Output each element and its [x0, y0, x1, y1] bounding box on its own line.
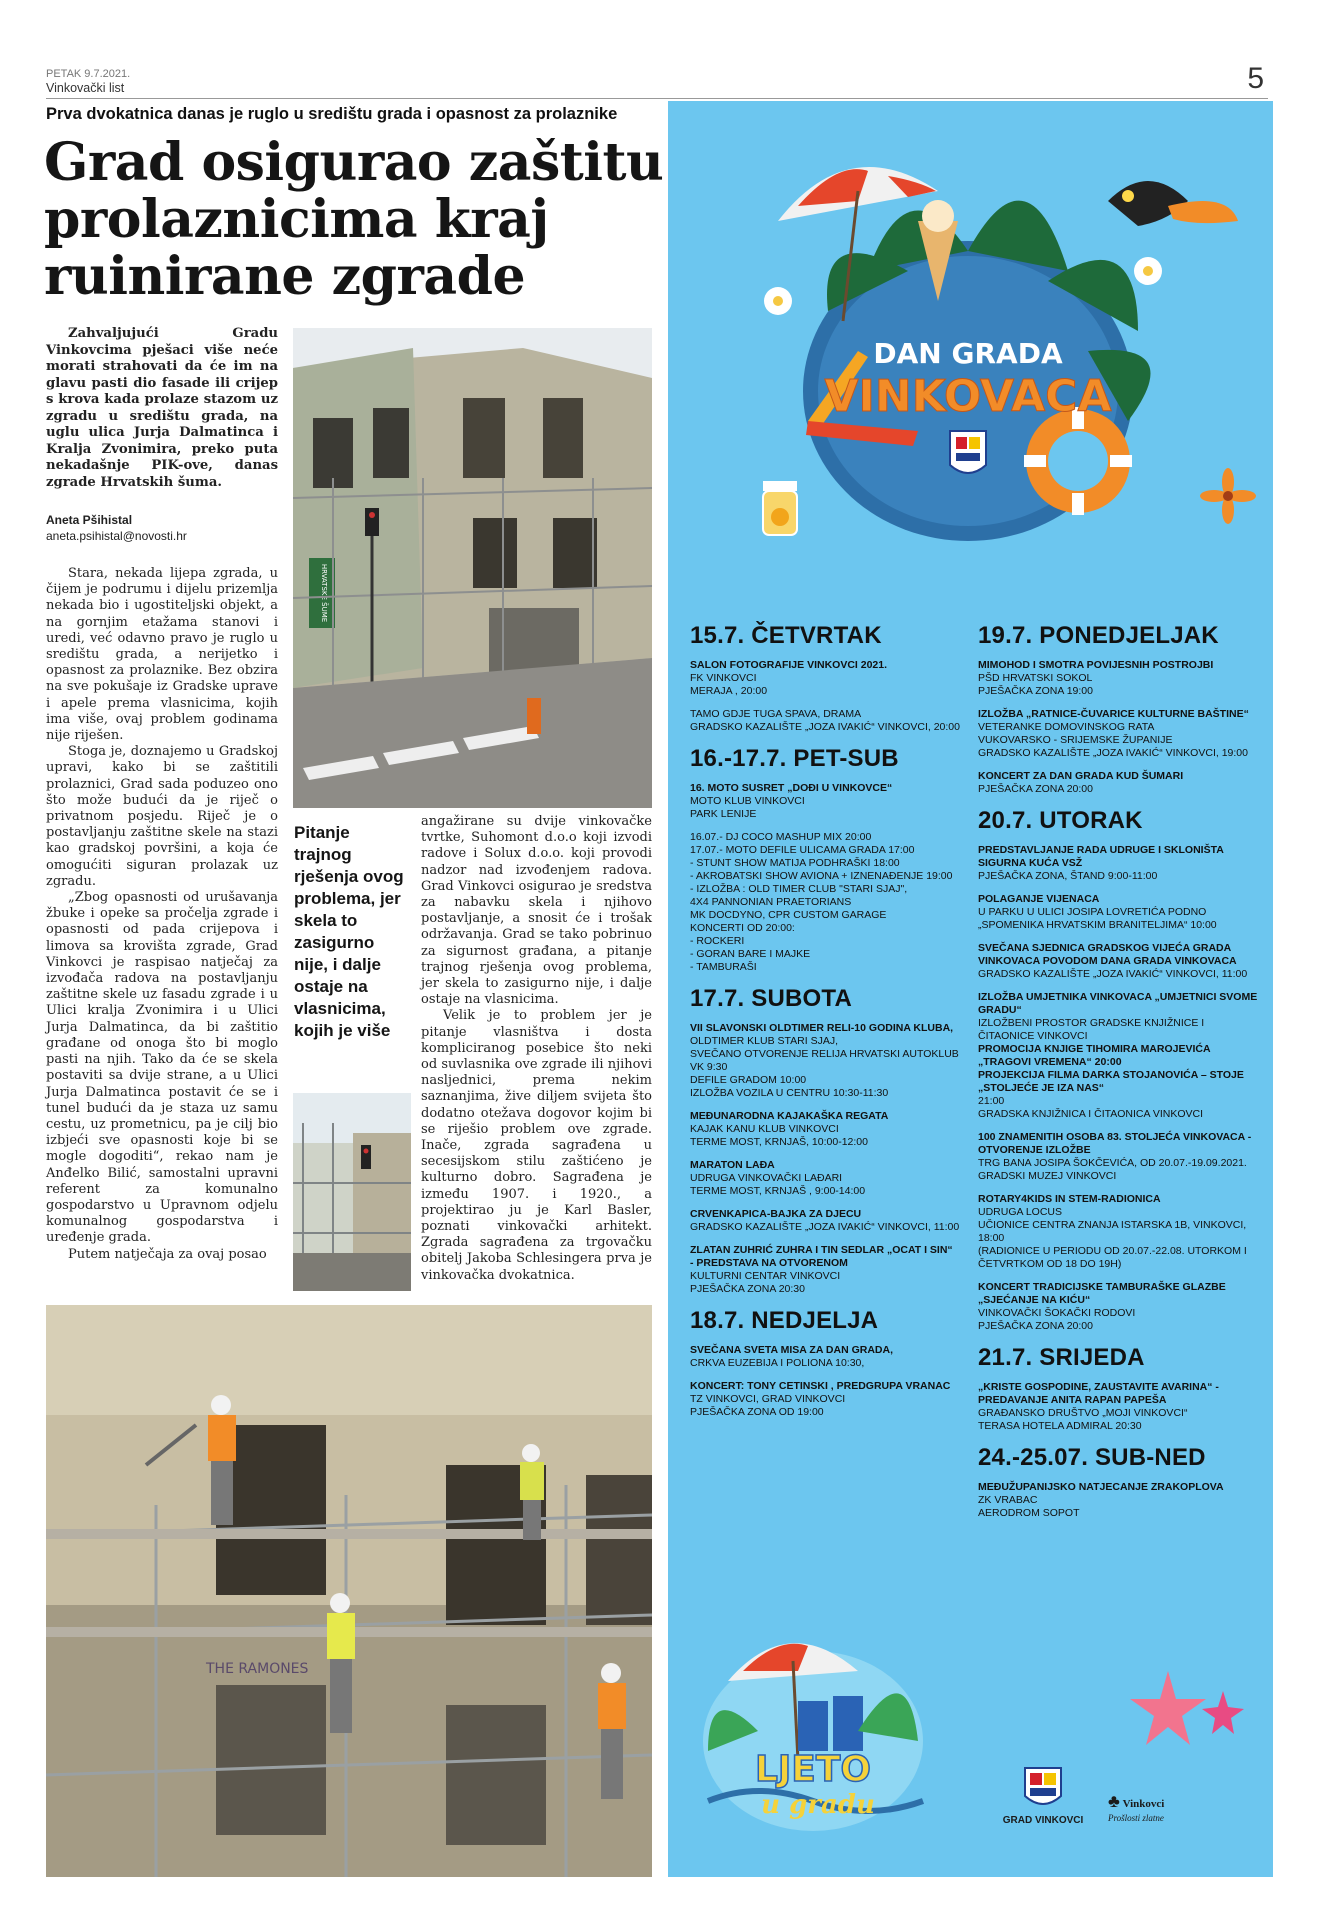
- day-heading: 15.7. ČETVRTAK: [690, 622, 882, 649]
- issue-date: PETAK 9.7.2021.: [46, 68, 131, 80]
- event-title: MIMOHOD I SMOTRA POVIJESNIH POSTROJBI: [978, 659, 1214, 671]
- event: [690, 659, 960, 698]
- event: [978, 708, 1258, 760]
- article-lead: Zahvaljujući Gradu Vinkovcima pješaci više neće morati strahovati da će im na glavu pasti dio fasade ili crijep s krova kada prolaze stazom uz zgradu u središtu grada, na uglu ulica Jurja Dalmatinca i Kralja Zvonimira, preko puta nekadašnje PIK-ove, danas zgrade Hrvatskih šuma.: [46, 326, 278, 490]
- event-title: IZLOŽBA „RATNICE-ČUVARICE KULTURNE BAŠTINE“: [978, 708, 1249, 720]
- event-details: FK VINKOVCI MERAJA , 20:00: [690, 672, 768, 697]
- event-details: MOTO KLUB VINKOVCI PARK LENIJE: [690, 795, 805, 820]
- schedule-column-right: [978, 611, 1258, 1520]
- event-details: VETERANKE DOMOVINSKOG RATA VUKOVARSKO - SRIJEMSKE ŽUPANIJE GRADSKO KAZALIŠTE „JOZA IVAKIĆ“ VINKOVCI, 19:00: [978, 721, 1248, 759]
- event-details: KULTURNI CENTAR VINKOVCI PJEŠAČKA ZONA 20:30: [690, 1270, 841, 1295]
- event-details: VINKOVAČKI ŠOKAČKI RODOVI PJEŠAČKA ZONA 20:00: [978, 1307, 1136, 1332]
- article-column-1: [46, 566, 278, 1263]
- event: [978, 1193, 1258, 1271]
- event: [690, 1110, 960, 1149]
- event-title: KONCERT TRADICIJSKE TAMBURAŠKE GLAZBE „SJEĆANJE NA KIĆU“: [978, 1281, 1226, 1306]
- poster-title-line1: DAN GRADA: [873, 337, 1063, 370]
- event: [690, 1022, 960, 1100]
- event: [690, 782, 960, 821]
- starfish-decoration: [1128, 1661, 1248, 1761]
- wall-graffiti: THE RAMONES: [206, 1661, 309, 1677]
- header-divider: [46, 98, 1268, 99]
- event-details: PJEŠAČKA ZONA 20:00: [978, 783, 1093, 795]
- paragraph: Stara, nekada lijepa zgrada, u čijem je podrumu i dijelu prizemlja nekada bio i ugostiteljski objekt, a na gornjim etažama stanovi i uredi, već odavno pravo je ruglo u središtu grada, a nerijetko i opasnost za prolaznike. Bez obzira na sve pokušaje iz Gradske uprave i apele prema vlasnicima, kojih ima više, ovaj problem godinama nije riješen.: [46, 566, 278, 744]
- paragraph: „Zbog opasnosti od urušavanja žbuke i opeke sa pročelja zgrade i opasnosti od pada crijepova i limova sa krovišta zgrade, Grad Vinkovci je raspisao natječaj za izvođača radova na postavljanju zaštitne skele uz fasadu zgrade i u Ulici kralja Zvonimira i u Ulici Jurja Dalmatinca, da bi zaštitio građane od onoga što bi moglo pasti na njih. Tako da će se skela postaviti sa dvije strane, a u Ulici Jurja Dalmatinca postavit će se i tunel budući da je staza uz samu cestu, uz prometnicu, pa je cilj bio izbjeći sve opasnosti koje bi se mogle dogoditi“, rekao nam je Anđelko Bilić, samostalni upravni referent za komunalno gospodarstvo u Upravnom odjelu komunalnog gospodarstva i uređenje grada.: [46, 890, 278, 1246]
- event-title: VII SLAVONSKI OLDTIMER RELI-10 GODINA KLUBA,: [690, 1022, 954, 1034]
- event-title: SVEČANA SJEDNICA GRADSKOG VIJEĆA GRADA VINKOVACA POVODOM DANA GRADA VINKOVACA: [978, 942, 1237, 967]
- event-details: KAJAK KANU KLUB VINKOVCI TERME MOST, KRNJAŠ, 10:00-12:00: [690, 1123, 868, 1148]
- paragraph: Putem natječaja za ovaj posao: [68, 1246, 267, 1262]
- day-heading: 21.7. SRIJEDA: [978, 1344, 1145, 1371]
- event-title: KONCERT: TONY CETINSKI , PREDGRUPA VRANAC: [690, 1380, 951, 1392]
- event-details: PJEŠAČKA ZONA, ŠTAND 9:00-11:00: [978, 870, 1158, 882]
- event: [978, 844, 1258, 883]
- author-name: Aneta Pšihistal: [46, 513, 133, 527]
- day-heading: 16.-17.7. PET-SUB: [690, 745, 899, 772]
- event-details: IZLOŽBENI PROSTOR GRADSKE KNJIŽNICE I ČITAONICE VINKOVCI: [978, 1017, 1205, 1042]
- event: [978, 1481, 1258, 1520]
- logo-grad-text: GRAD VINKOVCI: [1002, 1815, 1084, 1826]
- event-title: IZLOŽBA UMJETNIKA VINKOVACA „UMJETNICI SVOME GRADU“: [978, 991, 1258, 1016]
- event-details: 16.07.- DJ COCO MASHUP MIX 20:00 17.07.- MOTO DEFILE ULICAMA GRADA 17:00 - STUNT SHOW MATIJA PODHRAŠKI 18:00 - AKROBATSKI SHOW AVIONA + IZNENAĐENJE 19:00 - IZLOŽBA : OLD TIMER CLUB "STARI SJAJ", 4X4 PANNONIAN PRAETORIANS MK DOCDYNO, CPR CUSTOM GARAGE KONCERTI OD 20:00: - ROCKERI - GORAN BARE I MAJKE - TAMBURAŠI: [690, 831, 953, 973]
- shop-sign-text: HRVATSKE ŠUME: [320, 563, 328, 623]
- event-title: 100 ZNAMENITIH OSOBA 83. STOLJEĆA VINKOVACA -OTVORENJE IZLOŽBE: [978, 1131, 1252, 1156]
- paragraph: angažirane su dvije vinkovačke tvrtke, Suhomont d.o.o koji izvodi radove i Solux d.o.o. koji provodi nadzor nad izvođenjem radova. Grad Vinkovci osigurao je sredstva za nabavku skela i njihovo postavljanje, a snosit će i trošak održavanja. Grad se tako pobrinuo za sigurnost građana, a pitanje trajnog rješenja ovog problema, jer skela to zasigurno nije, i dalje ostaje na vlasnicima.: [421, 814, 652, 1008]
- paragraph: Velik je to problem jer je pitanje vlasništva i dosta kompliciranog posebice što neki od suvlasnika ove zgrade ili njihovi nasljednici, prema nekim saznanjima, žive diljem svijeta što dodatno otežava dogovor kojim bi se riješio problem ove zgrade. Inače, zgrada sagrađena u secesijskom stilu zaštićeno je kulturno dobro. Sagrađena je između 1907. i 1920., a projektirao ju je Karl Basler, poznati vinkovački arhitekt. Zgrada sagrađena za trgovačku obitelj Jakoba Schlesingera prva je vinkovačka dvokatnica.: [421, 1008, 652, 1283]
- article-headline: Grad osigurao zaštitu prolaznicima kraj ruinirane zgrade: [44, 132, 664, 307]
- article-byline: [46, 512, 278, 544]
- event: [978, 942, 1258, 981]
- event-title: PROMOCIJA KNJIGE TIHOMIRA MAROJEVIĆA „TRAGOVI VREMENA“ 20:00: [978, 1043, 1211, 1068]
- dancers-icon: ♣: [1108, 1791, 1120, 1811]
- event-title: 16. MOTO SUSRET „DOĐI U VINKOVCE“: [690, 782, 893, 794]
- logo-tz-name: Vinkovci: [1122, 1798, 1165, 1810]
- day-heading: 19.7. PONEDJELJAK: [978, 622, 1219, 649]
- photo-workers-scaffold: [46, 1305, 652, 1877]
- event: [978, 1281, 1258, 1333]
- newspaper-name: Vinkovački list: [46, 81, 125, 95]
- ljeto-u-gradu-illustration: [688, 1591, 938, 1841]
- schedule-column-left: [690, 611, 960, 1419]
- event-title: PREDSTAVLJANJE RADA UDRUGE I SKLONIŠTA SIGURNA KUĆA VSŽ: [978, 844, 1224, 869]
- event-details: TAMO GDJE TUGA SPAVA, DRAMA GRADSKO KAZALIŠTE „JOZA IVAKIĆ“ VINKOVCI, 20:00: [690, 708, 960, 733]
- events-poster: [668, 101, 1273, 1877]
- poster-illustration: [668, 101, 1273, 611]
- event-title: CRVENKAPICA-BAJKA ZA DJECU: [690, 1208, 862, 1220]
- pull-quote: Pitanje trajnog rješenja ovog problema, jer skela to zasigurno nije, i dalje ostaje na vlasnicima, kojih je više: [294, 823, 404, 1040]
- event: [978, 1131, 1258, 1183]
- event: [690, 1244, 960, 1296]
- event: [690, 1344, 960, 1370]
- event-title: „KRISTE GOSPODINE, ZAUSTAVITE AVARINA“ - PREDAVANJE ANITA RAPAN PAPEŠA: [978, 1381, 1219, 1406]
- event: [978, 991, 1258, 1121]
- event-details: GRAĐANSKO DRUŠTVO „MOJI VINKOVCI“ TERASA HOTELA ADMIRAL 20:30: [978, 1407, 1188, 1432]
- event: [690, 831, 960, 974]
- event-details: OLDTIMER KLUB STARI SJAJ, SVEČANO OTVORENJE RELIJA HRVATSKI AUTOKLUB VK 9:30 DEFILE GRADOM 10:00 IZLOŽBA VOZILA U CENTRU 10:30-11:30: [690, 1035, 959, 1099]
- article-kicker: Prva dvokatnica danas je ruglo u središtu grada i opasnost za prolaznike: [46, 105, 618, 123]
- event: [978, 659, 1258, 698]
- event: [978, 770, 1258, 796]
- ljeto-title: LJETO: [754, 1749, 872, 1790]
- event-details: GRADSKO KAZALIŠTE „JOZA IVAKIĆ“ VINKOVCI, 11:00: [978, 968, 1248, 980]
- author-email[interactable]: aneta.psihistal@novosti.hr: [46, 529, 187, 543]
- article-column-3: [421, 814, 652, 1284]
- event-title: MARATON LAĐA: [690, 1159, 775, 1171]
- event-details: GRADSKO KAZALIŠTE „JOZA IVAKIĆ“ VINKOVCI, 11:00: [690, 1221, 960, 1233]
- event: [690, 1380, 960, 1419]
- event-details: UDRUGA LOCUS UČIONICE CENTRA ZNANJA ISTARSKA 1B, VINKOVCI, 18:00 (RADIONICE U PERIODU OD 20.07.-22.08. UTORKOM I ČETVRTKOM OD 18 DO 19H): [978, 1206, 1247, 1270]
- event-title: ZLATAN ZUHRIĆ ZUHRA I TIN SEDLAR „OCAT I SIN“ - PREDSTAVA NA OTVORENOM: [690, 1244, 953, 1269]
- day-heading: 24.-25.07. SUB-NED: [978, 1444, 1206, 1471]
- event-title: PROJEKCIJA FILMA DARKA STOJANOVIĆA – STOJE „STOLJEĆE JE IZA NAS“: [978, 1069, 1244, 1094]
- paragraph: Stoga je, doznajemo u Gradskoj upravi, kako bi se zaštitili prolaznici, Grad sada poduzeo ono što može budući da je riječ o privatnom posjedu. Riječ je o postavljanju zaštitne skele na stazi kao gradskoj površini, a koja će omogućiti siguran prolazak uz zgradu.: [46, 744, 278, 889]
- event: [690, 1159, 960, 1198]
- day-heading: 17.7. SUBOTA: [690, 985, 852, 1012]
- page-number: 5: [1247, 62, 1264, 95]
- day-heading: 20.7. UTORAK: [978, 807, 1143, 834]
- event-title: SVEČANA SVETA MISA ZA DAN GRADA,: [690, 1344, 894, 1356]
- event-title: ROTARY4KIDS IN STEM-RADIONICA: [978, 1193, 1161, 1205]
- event-details: TRG BANA JOSIPA ŠOKČEVIĆA, OD 20.07.-19.09.2021. GRADSKI MUZEJ VINKOVCI: [978, 1157, 1247, 1182]
- logo-grad-vinkovci: [998, 1766, 1088, 1826]
- event-details: U PARKU U ULICI JOSIPA LOVRETIĆA PODNO „SPOMENIKA HRVATSKIM BRANITELJIMA“ 10:00: [978, 906, 1217, 931]
- event-title: MEĐUŽUPANIJSKO NATJECANJE ZRAKOPLOVA: [978, 1481, 1224, 1493]
- coat-of-arms-icon: [1023, 1766, 1063, 1812]
- logo-tz-tagline: Prošlosti zlatne: [1108, 1813, 1164, 1823]
- ljeto-subtitle: u gradu: [761, 1790, 875, 1820]
- event-title: SALON FOTOGRAFIJE VINKOVCI 2021.: [690, 659, 888, 671]
- photo-building-corner: [293, 328, 652, 808]
- event-details: PŠD HRVATSKI SOKOL PJEŠAČKA ZONA 19:00: [978, 672, 1093, 697]
- event: [690, 708, 960, 734]
- day-heading: 18.7. NEDJELJA: [690, 1307, 879, 1334]
- event: [978, 893, 1258, 932]
- event-details: CRKVA EUZEBIJA I POLIONA 10:30,: [690, 1357, 865, 1369]
- event: [978, 1381, 1258, 1433]
- event-details: 21:00 GRADSKA KNJIŽNICA I ČITAONICA VINKOVCI: [978, 1095, 1204, 1120]
- photo-scaffold-detail: [293, 1093, 411, 1291]
- logo-turisticka-zajednica: [1108, 1791, 1218, 1824]
- event: [690, 1208, 960, 1234]
- event-title: POLAGANJE VIJENACA: [978, 893, 1100, 905]
- event-title: MEĐUNARODNA KAJAKAŠKA REGATA: [690, 1110, 889, 1122]
- event-details: UDRUGA VINKOVAČKI LAĐARI TERME MOST, KRNJAŠ , 9:00-14:00: [690, 1172, 866, 1197]
- event-details: TZ VINKOVCI, GRAD VINKOVCI PJEŠAČKA ZONA OD 19:00: [690, 1393, 846, 1418]
- poster-title-line2: VINKOVACA: [824, 371, 1112, 422]
- event-title: KONCERT ZA DAN GRADA KUD ŠUMARI: [978, 770, 1184, 782]
- event-details: ZK VRABAC AERODROM SOPOT: [978, 1494, 1080, 1519]
